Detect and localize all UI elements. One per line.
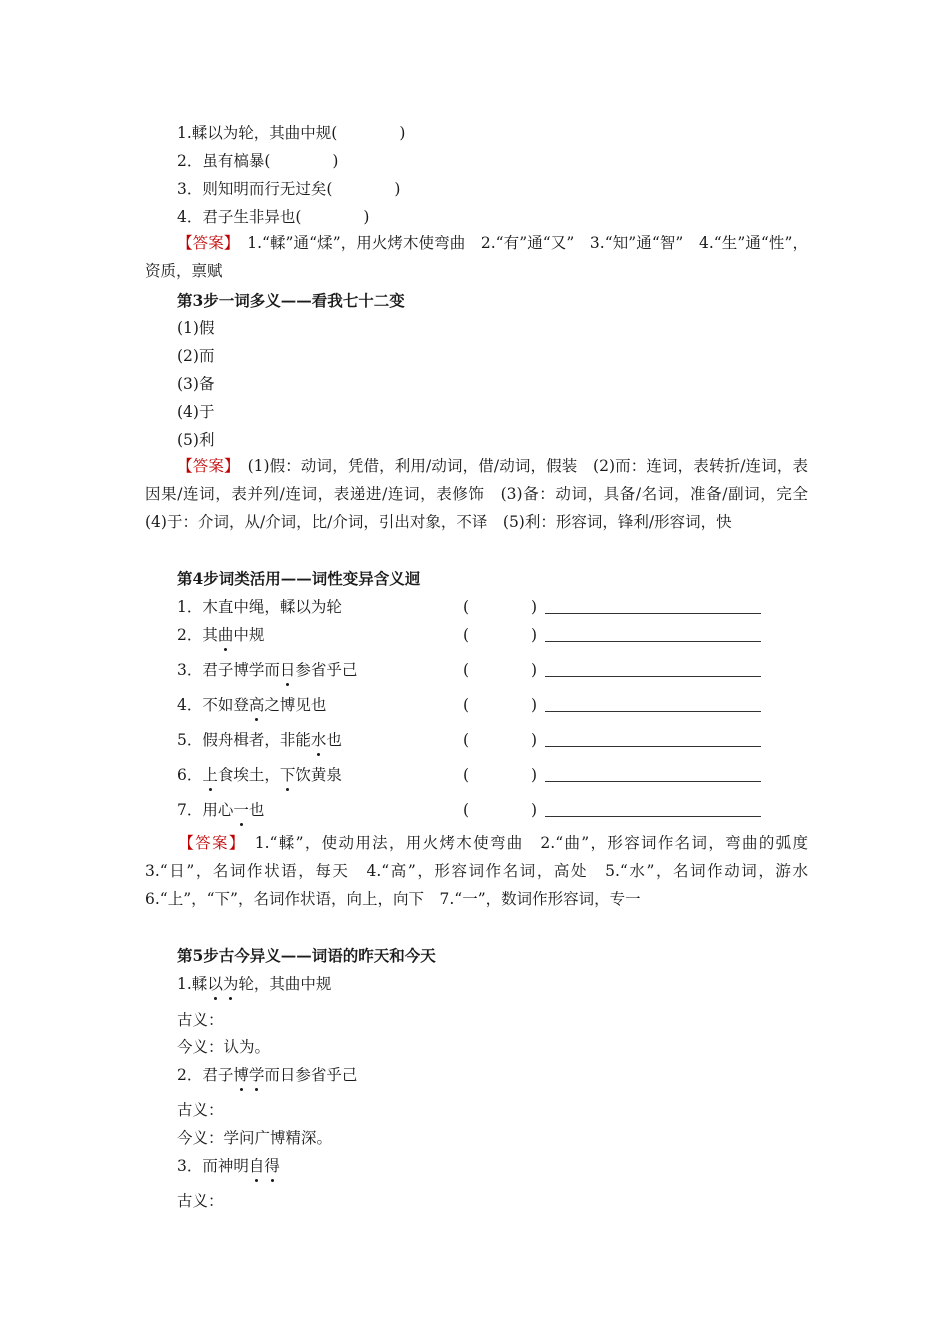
ancient-meaning-label: 古义：	[177, 1011, 224, 1029]
polysemy-item-2: (2)而	[177, 347, 215, 365]
modern-meaning: 今义：学问广博精深。	[177, 1129, 333, 1147]
answer-blank[interactable]	[545, 613, 761, 614]
modern-meaning: 今义：认为。	[177, 1038, 271, 1056]
answer-text: (1)假：动词，凭借，利用/动词，借/动词，假装 (2)而：连词，表转折/连词，表因果/连词，表并列/连词，表递进/连词，表修饰 (3)备：动词，具备/名词，准备/副词，完全 (4)于：介词，从/介词，比/介词，引出对象，不译 (5)利：形容词，锋利/形容词，快	[145, 457, 824, 531]
ancient-modern-item-3: 3．而神明自得	[177, 1157, 280, 1175]
wordclass-answer	[145, 830, 824, 913]
tongjia-item-2: 2．虽有槁暴( )	[177, 152, 339, 170]
answer-parens: ( )	[463, 661, 538, 679]
answer-parens: ( )	[463, 766, 538, 784]
wordclass-item-1: 1．木直中绳，輮以为轮	[177, 598, 342, 616]
answer-blank[interactable]	[545, 711, 761, 712]
polysemy-item-1: (1)假	[177, 319, 215, 337]
answer-blank[interactable]	[545, 641, 761, 642]
tongjia-item-4: 4．君子生非异也( )	[177, 208, 370, 226]
answer-parens: ( )	[463, 696, 538, 714]
ancient-modern-item-1: 1.輮以为轮，其曲中规	[177, 975, 332, 993]
answer-blank[interactable]	[545, 676, 761, 677]
answer-blank[interactable]	[545, 816, 761, 817]
wordclass-item-5: 5．假舟楫者，非能水也	[177, 731, 342, 749]
ancient-meaning-label: 古义：	[177, 1101, 224, 1119]
polysemy-answer	[145, 453, 824, 536]
section-heading-5: 第5步古今异义——词语的昨天和今天	[177, 946, 436, 965]
polysemy-item-4: (4)于	[177, 403, 215, 421]
section-heading-3: 第3步一词多义——看我七十二变	[177, 291, 405, 310]
answer-parens: ( )	[463, 731, 538, 749]
answer-parens: ( )	[463, 598, 538, 616]
answer-parens: ( )	[463, 626, 538, 644]
answer-text: 1.“輮”，使动用法，用火烤木使弯曲 2.“曲”，形容词作名词，弯曲的弧度 3.“日”，名词作状语，每天 4.“高”，形容词作名词，高处 5.“水”，名词作动词，游水 6.“上”，“下”，名词作状语，向上，向下 7.“一”，数词作形容词，专一	[145, 834, 824, 908]
section-heading-4: 第4步词类活用——词性变异含义迥	[177, 569, 421, 588]
polysemy-item-5: (5)利	[177, 431, 215, 449]
answer-label: 【答案】	[177, 234, 232, 252]
ancient-meaning-label: 古义：	[177, 1192, 224, 1210]
wordclass-item-2: 2．其曲中规	[177, 626, 265, 644]
polysemy-item-3: (3)备	[177, 375, 215, 393]
answer-label: 【答案】	[177, 457, 232, 475]
answer-text: 1.“輮”通“煣”，用火烤木使弯曲 2.“有”通“又” 3.“知”通“智” 4.“生”通“性”，资质，禀赋	[145, 234, 808, 280]
wordclass-item-6: 6．上食埃土，下饮黄泉	[177, 766, 342, 784]
tongjia-item-3: 3．则知明而行无过矣( )	[177, 180, 401, 198]
answer-blank[interactable]	[545, 781, 761, 782]
tongjia-item-1: 1.輮以为轮，其曲中规( )	[177, 124, 406, 142]
tongjia-answer	[145, 230, 808, 286]
answer-label: 【答案】	[177, 834, 238, 852]
answer-parens: ( )	[463, 801, 538, 819]
answer-blank[interactable]	[545, 746, 761, 747]
wordclass-item-7: 7．用心一也	[177, 801, 265, 819]
ancient-modern-item-2: 2．君子博学而日参省乎己	[177, 1066, 358, 1084]
wordclass-item-3: 3．君子博学而日参省乎己	[177, 661, 358, 679]
wordclass-item-4: 4．不如登高之博见也	[177, 696, 327, 714]
